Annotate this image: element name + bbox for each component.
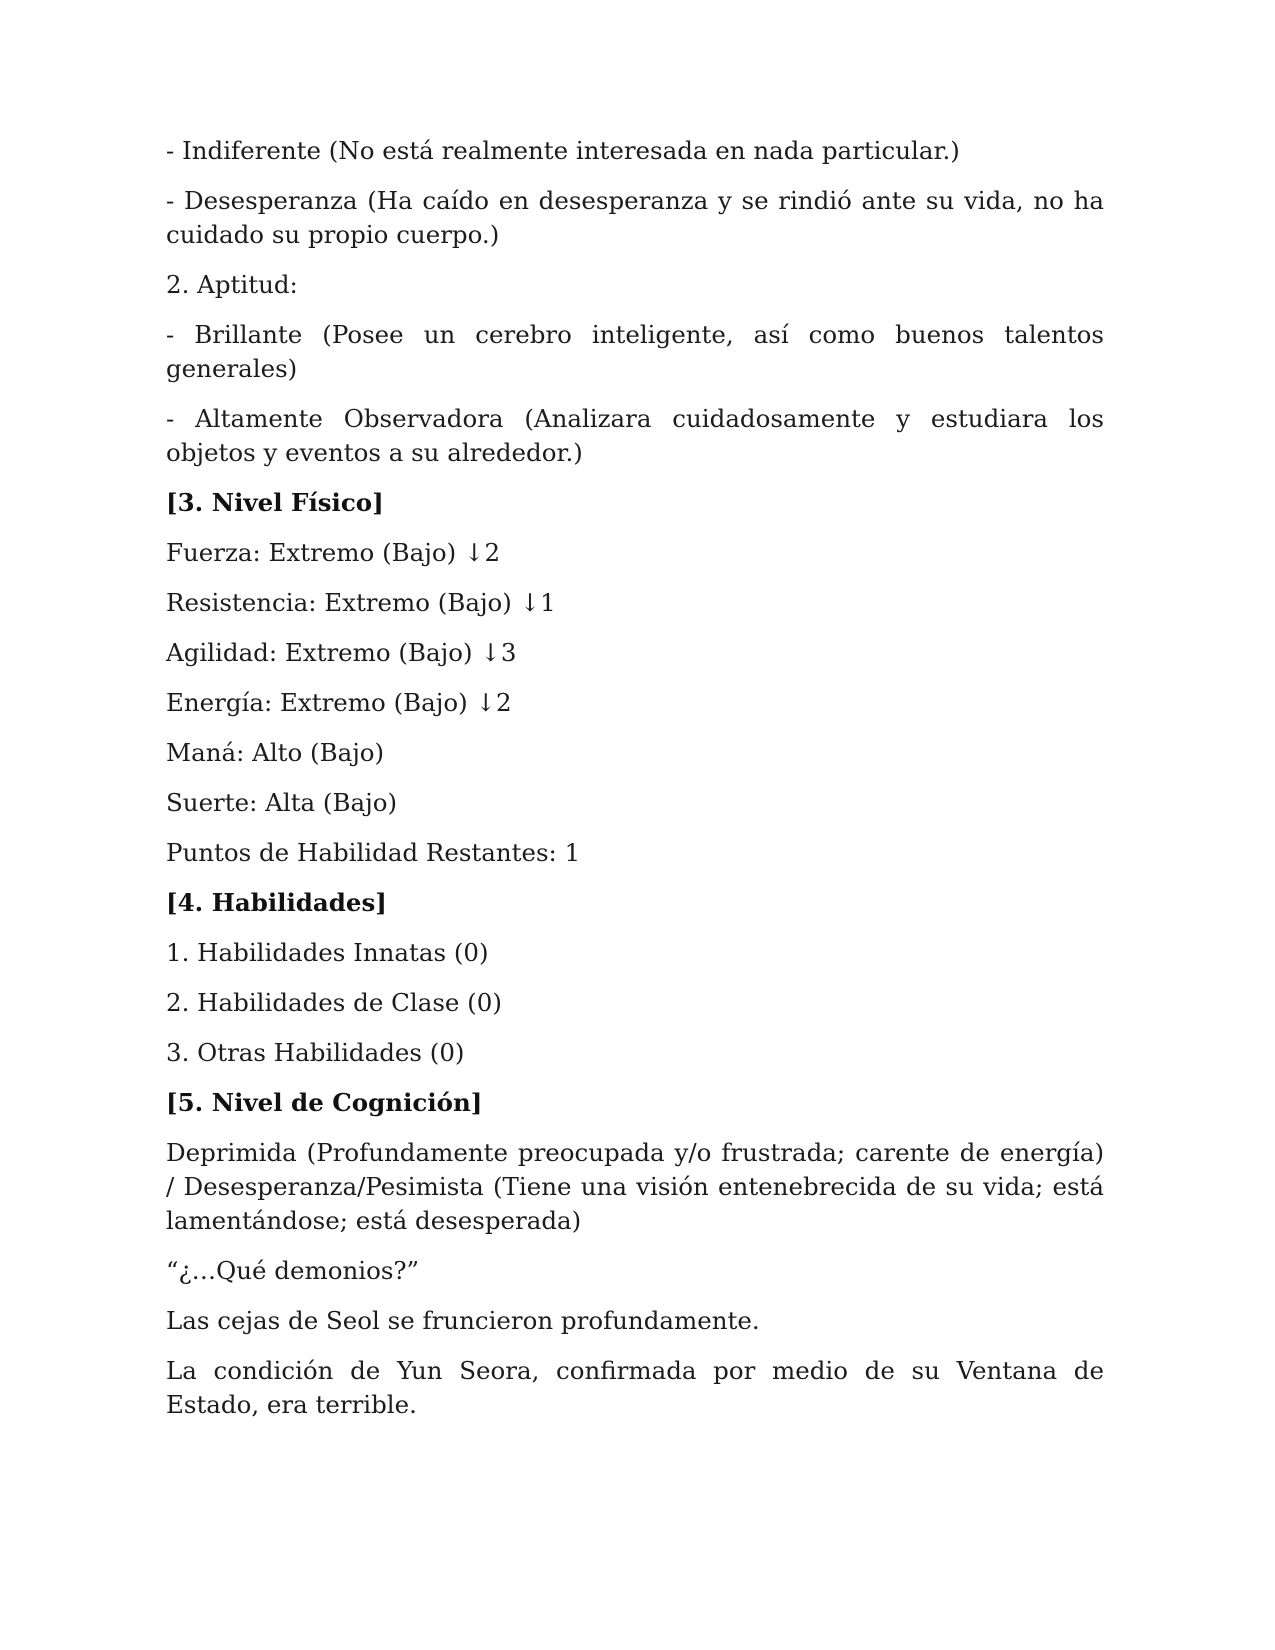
stat-fuerza: Fuerza: Extremo (Bajo) ↓2 bbox=[166, 538, 501, 567]
document-body bbox=[166, 134, 1104, 1438]
aptitude-label: 2. Aptitud: bbox=[166, 270, 298, 299]
narration-paragraph-2: La condición de Yun Seora, confirmada por medio de su Ventana de Estado, era terrible. bbox=[166, 1356, 1104, 1419]
stat-puntos-restantes: Puntos de Habilidad Restantes: 1 bbox=[166, 838, 581, 867]
trait-desesperanza: - Desesperanza (Ha caído en desesperanza y se rindió ante su vida, no ha cuidado su propio cuerpo.) bbox=[166, 186, 1104, 249]
skills-clase: 2. Habilidades de Clase (0) bbox=[166, 988, 502, 1017]
dialogue-line: “¿…Qué demonios?” bbox=[166, 1256, 420, 1285]
stat-agilidad: Agilidad: Extremo (Bajo) ↓3 bbox=[166, 638, 517, 667]
narration-paragraph-1: Las cejas de Seol se fruncieron profundamente. bbox=[166, 1306, 760, 1335]
section-heading-nivel-cognicion: [5. Nivel de Cognición] bbox=[166, 1088, 483, 1117]
section-heading-nivel-fisico: [3. Nivel Físico] bbox=[166, 488, 384, 517]
skills-innatas: 1. Habilidades Innatas (0) bbox=[166, 938, 489, 967]
aptitude-brillante: - Brillante (Posee un cerebro inteligente, así como buenos talentos generales) bbox=[166, 320, 1104, 383]
stat-suerte: Suerte: Alta (Bajo) bbox=[166, 788, 398, 817]
stat-mana: Maná: Alto (Bajo) bbox=[166, 738, 385, 767]
section-heading-habilidades: [4. Habilidades] bbox=[166, 888, 387, 917]
stat-resistencia: Resistencia: Extremo (Bajo) ↓1 bbox=[166, 588, 556, 617]
stat-energia: Energía: Extremo (Bajo) ↓2 bbox=[166, 688, 512, 717]
aptitude-observadora: - Altamente Observadora (Analizara cuidadosamente y estudiara los objetos y eventos a su alrededor.) bbox=[166, 404, 1104, 467]
trait-indiferente: - Indiferente (No está realmente interesada en nada particular.) bbox=[166, 136, 960, 165]
cognition-description: Deprimida (Profundamente preocupada y/o frustrada; carente de energía) / Desesperanza/Pesimista (Tiene una visión entenebrecida de su vida; está lamentándose; está desesperada) bbox=[166, 1138, 1104, 1235]
skills-otras: 3. Otras Habilidades (0) bbox=[166, 1038, 465, 1067]
